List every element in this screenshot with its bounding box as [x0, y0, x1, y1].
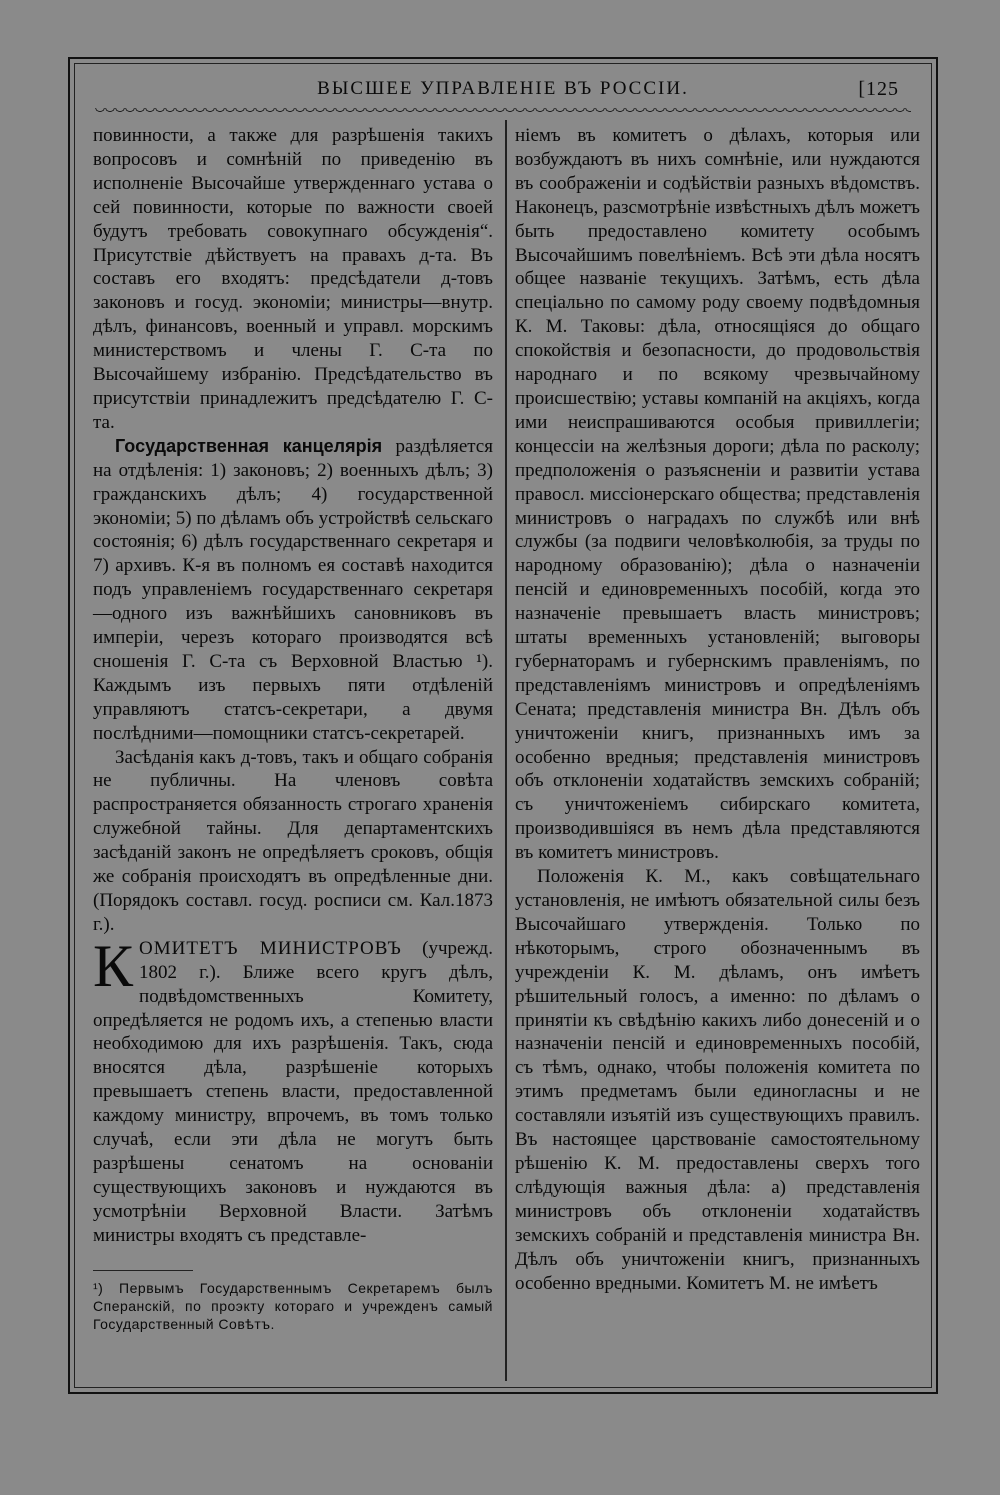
right-column — [515, 124, 920, 1295]
running-title: ВЫСШЕЕ УПРАВЛЕНІЕ ВЪ РОССІИ. — [317, 78, 689, 99]
page-number: [125 — [858, 78, 899, 100]
right-paragraph-2: Положенія К. М., какъ совѣщательнаго установленія, не имѣютъ обязательной силы безъ Высочайшаго утвержденія. Только по нѣкоторымъ, строго обозначеннымъ въ учрежденіи К. М. дѣламъ, онъ имѣетъ рѣшительный голосъ, а именно: по дѣламъ о принятіи къ свѣдѣнію какихъ либо донесеній и о назначеніи пенсій и единовременныхъ пособій, съ тѣмъ, однако, чтобы положенія комитета по этимъ предметамъ были единогласны и не составляли изъятій изъ существующихъ правилъ. Въ настоящее царствованіе самостоятельному рѣшенію К. М. предоставлены сверхъ того слѣдующія важныя дѣла: а) представленія министровъ объ отклоненіи ходатайствъ земскихъ собраній и представленія министра Вн. Дѣлъ объ уничтоженіи книгъ, признанныхъ особенно вредными. Комитетъ М. не имѣетъ — [515, 866, 920, 1294]
section-dropcap: К — [93, 932, 134, 999]
page-frame — [68, 57, 938, 1394]
section-title: ОМИТЕТЪ МИНИСТРОВЪ — [139, 937, 402, 959]
section-text: (учрежд. 1802 г.). Ближе всего кругъ дѣлъ, подвѣдомственныхъ Комитету, опредѣляется не родомъ ихъ, а степенью власти необходимою для ихъ разрѣшенія. Такъ, сюда вносятся дѣла, разрѣшеніе которыхъ превышаетъ степень власти, предоставленной каждому министру, впрочемъ, въ томъ только случаѣ, если эти дѣла не могутъ быть разрѣшены сенатомъ на основаніи существующихъ законовъ и нуждаются въ усмотрѣніи Верховной Власти. Затѣмъ министры входятъ съ представле- — [93, 937, 493, 1246]
footnote-rule — [93, 1270, 193, 1271]
left-column — [93, 124, 493, 1333]
left-paragraph-2 — [93, 435, 493, 746]
left-paragraph-3: Засѣданія какъ д-товъ, такъ и общаго собранія не публичны. На членовъ совѣта распространяется обязанность строгаго храненія служебной тайны. Для департаментскихъ засѣданій законъ не опредѣляетъ сроковъ, общія же собранія происходятъ въ опредѣленные дни. (Порядокъ составл. госуд. росписи см. Кал.1873 г.). — [93, 746, 493, 935]
page-frame-inner — [74, 63, 932, 1388]
column-divider — [505, 120, 507, 1381]
right-paragraph-1: ніемъ въ комитетъ о дѣлахъ, которыя или возбуждаютъ въ нихъ сомнѣніе, или нуждаются въ соображеніи и содѣйствіи разныхъ вѣдомствъ. Наконецъ, разсмотрѣніе извѣстныхъ дѣлъ можетъ быть предоставлено комитету особымъ Высочайшимъ повелѣніемъ. Всѣ эти дѣла носятъ общее названіе текущихъ. Затѣмъ, есть дѣла спеціально по самому роду своему подвѣдомныя К. М. Таковы: дѣла, относящіяся до общаго спокойствія и безопасности, до продовольствія народнаго и по всякому чрезвычайному происшествію; уставы компаній на акціяхъ, когда ими неиспрашиваются особыя привиллегіи; концессіи на желѣзныя дороги; дѣла по расколу; предположенія о разъясненіи и развитіи устава правосл. миссіонерскаго общества; представленія министровъ о наградахъ по службѣ или внѣ службы (за подвиги человѣколюбія, за труды по народному образованію); дѣла о назначеніи пенсій и единовременныхъ пособій, когда это назначеніе превышаетъ власть министровъ; штаты временныхъ установленій; выговоры губернаторамъ и губернскимъ правленіямъ, по представленіямъ министровъ и опредѣленіямъ Сената; представленія министра Вн. Дѣлъ объ уничтоженіи книгъ, признанныхъ имъ за особенно вредныя; представленія министровъ объ отклоненіи ходатайствъ земскихъ собраній; съ уничтоженіемъ сибирскаго комитета, производившіяся въ немъ дѣла представляются въ комитетъ министровъ. — [515, 125, 920, 864]
chancellery-text: раздѣляется на отдѣленія: 1) законовъ; 2) военныхъ дѣлъ; 3) гражданскихъ дѣлъ; 4) государственной экономіи; 5) по дѣламъ объ устройствѣ сельскаго состоянія; 6) дѣлъ государственнаго секретаря и 7) архивъ. К-я въ полномъ ея составѣ находится подъ управленіемъ государственнаго секретаря—одного изъ важнѣйшихъ сановниковъ въ имперіи, черезъ котораго производятся всѣ сношенія Г. С-та съ Верховной Властью ¹). Каждымъ изъ первыхъ пяти отдѣленій управляютъ статсъ-секретари, а двумя послѣдними—помощники статсъ-секретарей. — [93, 435, 493, 744]
chancellery-heading: Государственная канцелярія — [115, 435, 383, 456]
footnote: ¹) Первымъ Государственнымъ Секретаремъ былъ Сперанскій, по проэкту котораго и учрежденъ самый Государственный Совѣтъ. — [93, 1279, 493, 1332]
committee-section — [93, 932, 493, 1248]
header-wavy-rule — [95, 108, 911, 118]
left-paragraph-1: повинности, а также для разрѣшенія такихъ вопросовъ и сомнѣній по приведенію въ исполненіе Высочайше утвержденнаго устава о сей повинности, которые по важности своей будутъ требовать совокупнаго обсужденія“. Присутствіе дѣйствуетъ на правахъ д-та. Въ составъ его входятъ: предсѣдатели д-товъ законовъ и госуд. экономіи; министры—внутр. дѣлъ, финансовъ, военный и управл. морскимъ министерствомъ и члены Г. С-та по Высочайшему избранію. Предсѣдательство въ присутствіи принадлежитъ предсѣдателю Г. С-та. — [93, 125, 493, 433]
